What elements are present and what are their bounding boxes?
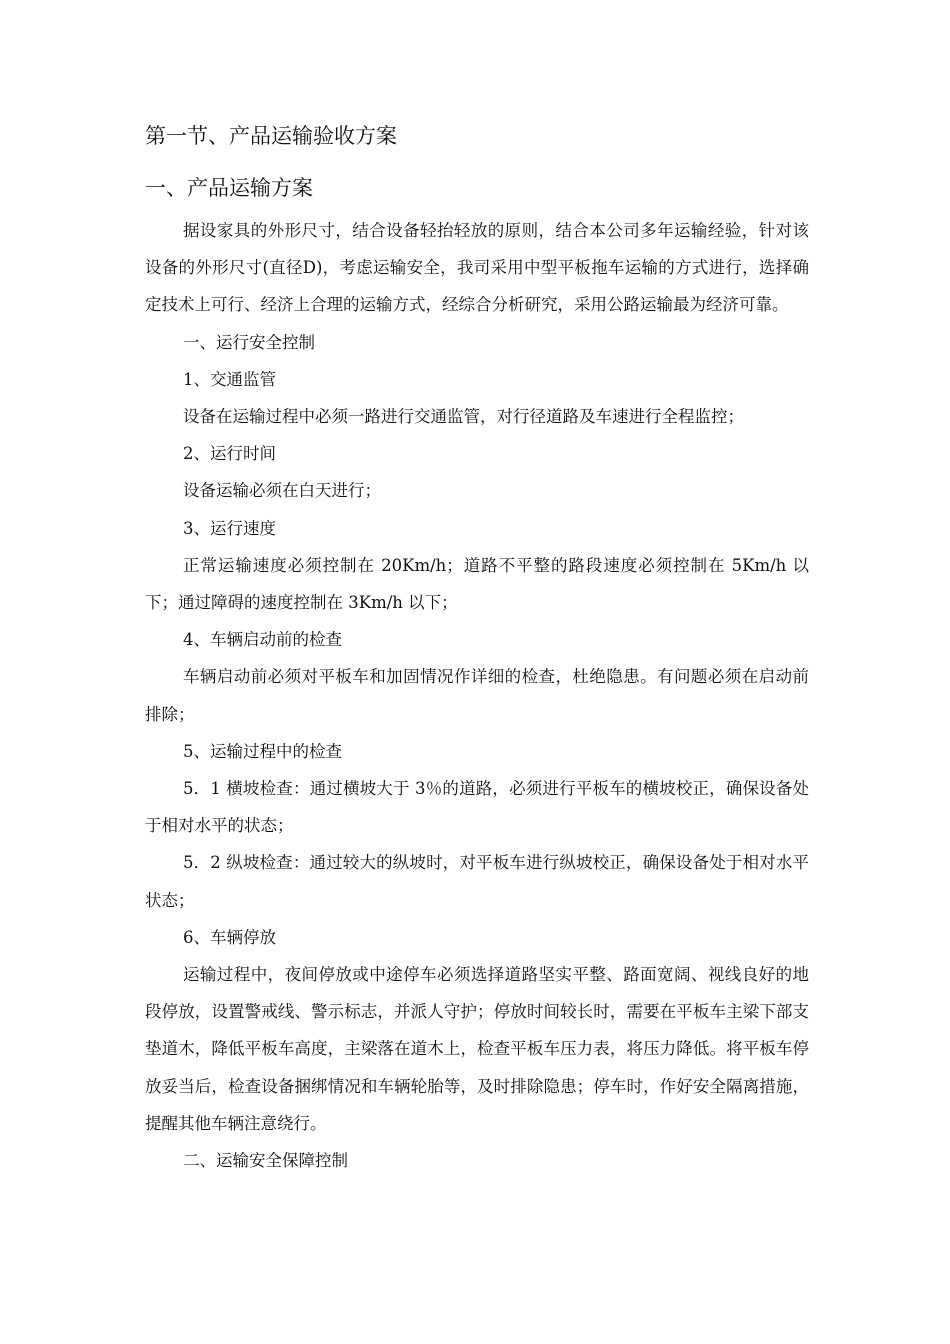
item-operation-time-title: 2、运行时间 [183,444,276,464]
item-pre-start-check-text: 车辆启动前必须对平板车和加固情况作详细的检查，杜绝隐患。有问题必须在启动前排除； [145,667,809,724]
section-title: 第一节、产品运输验收方案 [145,124,397,148]
document-body [145,116,809,1179]
item-operation-speed-title: 3、运行速度 [183,518,276,538]
item-traffic-supervision-text: 设备在运输过程中必须一路进行交通监管，对行径道路及车速进行全程监控； [183,407,744,427]
item-traffic-supervision-title: 1、交通监管 [183,369,276,389]
item-operation-speed-text: 正常运输速度必须控制在 20Km/h；道路不平整的路段速度必须控制在 5Km/h 以下；通过障碍的速度控制在 3Km/h 以下； [145,555,809,613]
item-operation-time-text: 设备运输必须在白天进行； [183,481,381,501]
item-pre-start-check-title: 4、车辆启动前的检查 [183,630,342,650]
item-longitudinal-slope-check-text: 5．2 纵坡检查：通过较大的纵坡时，对平板车进行纵坡校正，确保设备处于相对水平状态； [145,853,809,910]
subheading-operation-safety: 一、运行安全控制 [183,332,315,352]
intro-paragraph: 据设家具的外形尺寸，结合设备轻抬轻放的原则，结合本公司多年运输经验，针对该设备的外形尺寸(直径D)，考虑运输安全，我司采用中型平板拖车运输的方式进行，选择确定技术上可行、经济上合理的运输方式，经综合分析研究，采用公路运输最为经济可靠。 [145,221,809,315]
heading-transport-plan: 一、产品运输方案 [145,176,313,200]
item-in-transit-check-title: 5、运输过程中的检查 [183,741,342,761]
subheading-transport-safety-assurance: 二、运输安全保障控制 [183,1151,348,1171]
item-vehicle-parking-text: 运输过程中，夜间停放或中途停车必须选择道路坚实平整、路面宽阔、视线良好的地段停放，设置警戒线、警示标志，并派人守护；停放时间较长时，需要在平板车主梁下部支垫道木，降低平板车高度，主梁落在道木上，检查平板车压力表，将压力降低。将平板车停放妥当后，检查设备捆绑情况和车辆轮胎等，及时排除隐患；停车时，作好安全隔离措施，提醒其他车辆注意绕行。 [145,965,809,1133]
item-vehicle-parking-title: 6、车辆停放 [183,927,276,947]
item-cross-slope-check-text: 5．1 横坡检查：通过横坡大于 3％的道路，必须进行平板车的横坡校正，确保设备处于相对水平的状态； [145,779,809,836]
